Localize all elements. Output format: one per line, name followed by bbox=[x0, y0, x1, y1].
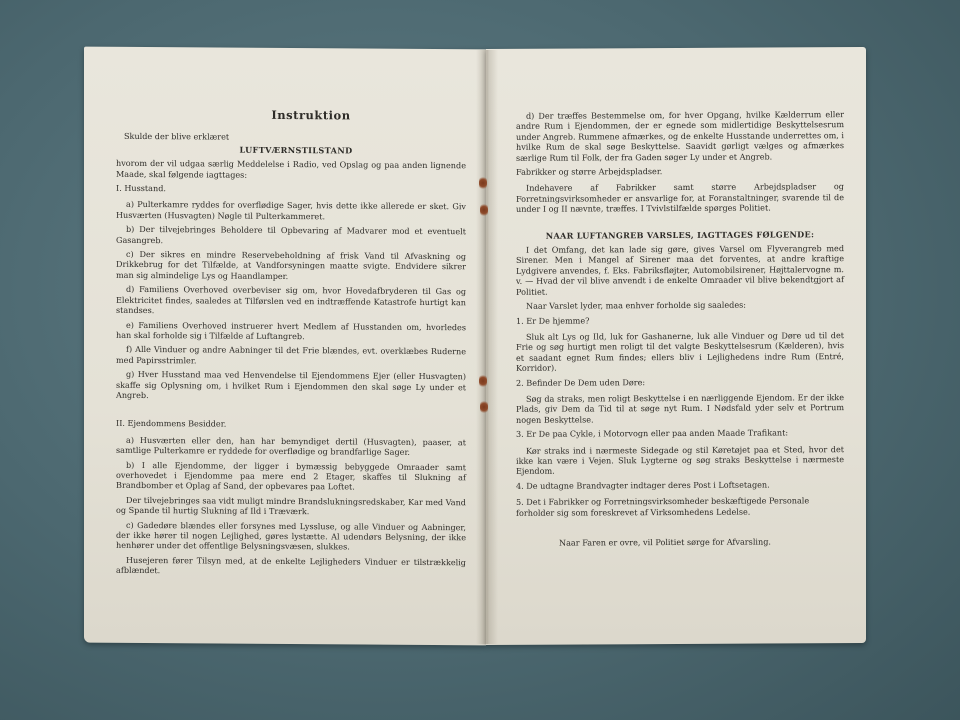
intro-text: hvorom der vil udgaa særlig Meddelelse i Radio, ved Opslag og paa anden lignende Maade, skal følgende iagttages: bbox=[116, 158, 466, 180]
step-text: Kør straks ind i nærmeste Sidegade og stil Køretøjet paa et Sted, hvor det ikke kan være i Vejen. Sluk Lygterne og søg straks Beskyttelse i nærmeste Ejendom. bbox=[516, 443, 844, 477]
section-heading: I. Husstand. bbox=[116, 182, 166, 194]
step-heading: 4. De udtagne Brandvagter indtager deres Post i Loftsetagen. bbox=[516, 479, 770, 491]
rust-stain bbox=[479, 176, 487, 190]
list-item: Der tilvejebringes saa vidt muligt mindre Brandslukningsredskaber, Kar med Vand og Spande til hurtig Slukning af Ild i Træværk. bbox=[116, 494, 466, 517]
list-item: g) Hver Husstand maa ved Henvendelse til Ejendommens Ejer (eller Husvagten) skaffe sig Oplysning om, i hvilket Rum i Ejendommen den skal søge Ly under et Angreb. bbox=[116, 369, 466, 400]
closing-line: Naar Faren er ovre, vil Politiet sørge for Afvarsling. bbox=[559, 536, 771, 548]
list-item: b) Der tilvejebringes Beholdere til Opbevaring af Madvarer mod et eventuelt Gasangreb. bbox=[116, 224, 466, 245]
step-heading: 5. Det i Fabrikker og Forretningsvirksomheder beskæftigede Personale forholder sig som foreskrevet af Virksomhedens Ledelse. bbox=[516, 495, 810, 518]
section-heading: Fabrikker og større Arbejdspladser. bbox=[516, 166, 663, 177]
list-item: a) Pulterkamre ryddes for overflødige Sager, hvis dette ikke allerede er sket. Giv Husværten (Husvagten) Nøgle til Pulterkammeret. bbox=[116, 199, 466, 222]
alert-heading: NAAR LUFTANGREB VARSLES, IAGTTAGES FØLGENDE: bbox=[545, 228, 815, 241]
step-text: Søg da straks, men roligt Beskyttelse i en nærliggende Ejendom. Er der ikke Plads, giv Dem da Tid til at søge nyt Rum. I Nødsfald yder selv et Portrum nogen Beskyttelse. bbox=[516, 392, 844, 425]
left-page bbox=[84, 47, 486, 646]
list-item: f) Alle Vinduer og andre Aabninger til det Frie blændes, evt. overklæbes Ruderne med Papirsstrimler. bbox=[116, 344, 466, 366]
list-item: d) Familiens Overhoved overbeviser sig om, hvor Hovedafbryderen til Gas og Elektricitet findes, saaledes at Tilførslen ved en indtræffende Katastrofe hurtigt kan standses. bbox=[116, 284, 466, 316]
document-title: Instruktion bbox=[271, 107, 351, 123]
step-heading: 3. Er De paa Cykle, i Motorvogn eller paa anden Maade Trafikant: bbox=[516, 427, 789, 439]
step-heading: 2. Befinder De Dem uden Døre: bbox=[516, 376, 646, 388]
list-item: d) Der træffes Bestemmelse om, for hver Opgang, hvilke Kælderrum eller andre Rum i Ejendommen, der er egnede som midlertidige Beskyttelsesrum under Angreb. Rummene afmærkes, og de enkelte Husstande underrettes om, i hvilke Rum de skal søge Beskyttelse. Saavidt gørligt vælges og afmærkes særlige Rum til Folk, der fra Gaden søger Ly under et Angreb. bbox=[516, 109, 844, 163]
list-item: c) Gadedøre blændes eller forsynes med Lyssluse, og alle Vinduer og Aabninger, der ikke hører til nogen Lejlighed, gøres lystætte. Al udendørs Belysning, der ikke henhører under det offentlige Belysningsvæsen, slukkes. bbox=[116, 519, 466, 552]
list-item: Husejeren fører Tilsyn med, at de enkelte Lejligheders Vinduer er tilstrækkelig afblændet. bbox=[116, 554, 466, 576]
paragraph: Indehavere af Fabrikker samt større Arbejdspladser og Forretningsvirksomheder er ansvarlige for, at Foranstaltninger, svarende til de under I og II nævnte, træffes. I Tvivlstilfælde spørges Politiet. bbox=[516, 181, 844, 215]
section-heading: II. Ejendommens Besidder. bbox=[116, 418, 227, 429]
headline: LUFTVÆRNSTILSTAND bbox=[239, 144, 353, 156]
paragraph: I det Omfang, det kan lade sig gøre, gives Varsel om Flyverangreb med Sirener. Men i Mangel af Sirener maa det forventes, at andre kraftige Lydgivere anvendes, f. Eks. Fabriksfløjter, Automobilsirener, Højttalervogne m. v. — Hvad der vil blive anvendt i de enkelte Omraader vil blive bekendtgjort af Politiet. bbox=[516, 243, 844, 297]
list-item: a) Husværten eller den, han har bemyndiget dertil (Husvagten), paaser, at samtlige Pulterkamre er ryddede for overflødige og brandfarlige Sager. bbox=[116, 434, 466, 458]
rust-stain bbox=[479, 374, 487, 388]
paragraph: Naar Varslet lyder, maa enhver forholde sig saaledes: bbox=[526, 299, 746, 311]
booklet bbox=[84, 48, 866, 648]
list-item: e) Familiens Overhoved instruerer hvert Medlem af Husstanden om, hvorledes han skal forholde sig i Tilfælde af Luftangreb. bbox=[116, 319, 466, 342]
list-item: c) Der sikres en mindre Reservebeholdning af frisk Vand til Afvaskning og Drikkebrug for det Tilfælde, at Vandforsyningen maatte svigte. Endvidere sikrer man sig almindelige Lys og Haandlamper. bbox=[116, 248, 466, 281]
rust-stain bbox=[480, 203, 488, 217]
step-heading: 1. Er De hjemme? bbox=[516, 314, 590, 326]
intro-line: Skulde der blive erklæret bbox=[124, 131, 230, 143]
step-text: Sluk alt Lys og Ild, luk for Gashanerne, luk alle Vinduer og Døre ud til det Frie og søg hurtigt men roligt til det valgte Beskyttelsesrum (Kælderen), hvis et saadant egnet Rum findes; ellers bliv i Lejlighedens indre Rum (Entré, Korridor). bbox=[516, 330, 844, 373]
rust-stain bbox=[480, 400, 488, 414]
list-item: b) I alle Ejendomme, der ligger i bymæssig bebyggede Omraader samt overhovedet i Ejendomme paa mere end 2 Etager, skaffes til Slukning af Brandbomber et Oplag af Sand, der opbevares paa Loftet. bbox=[116, 459, 466, 492]
right-page bbox=[486, 47, 866, 645]
